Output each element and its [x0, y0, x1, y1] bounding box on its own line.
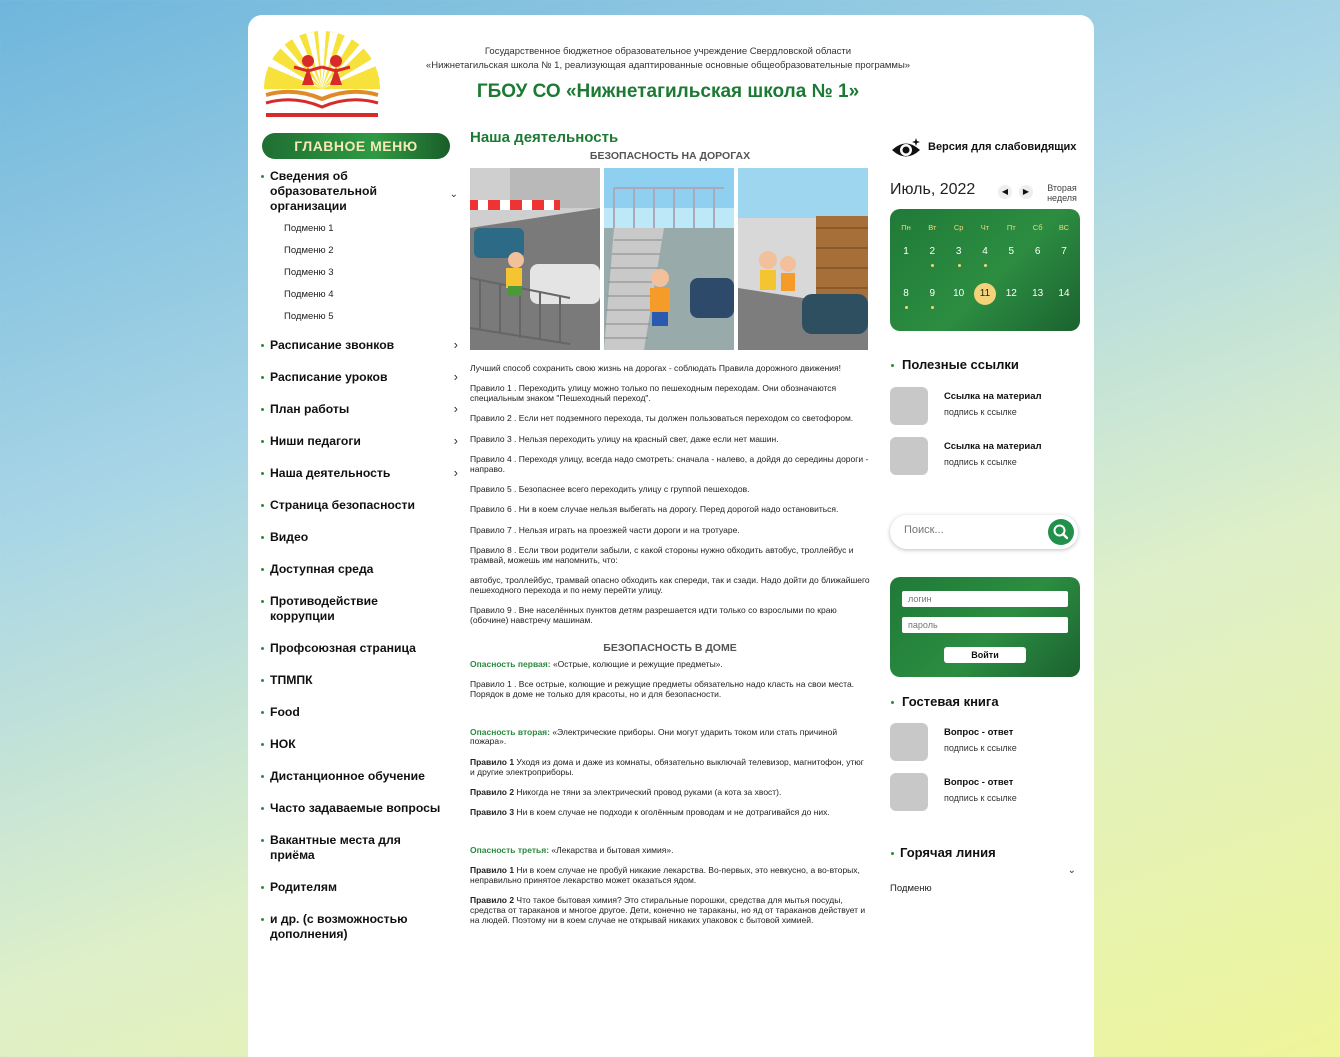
chevron-right-icon: › [453, 433, 458, 448]
safety-rule: Правило 1 Ни в коем случае не пробуй никакие лекарства. Во-первых, это невкусно, а во-вторых, неправильно принятое лекарство может оказаться ядом. [470, 865, 860, 886]
link-thumbnail [890, 387, 928, 425]
useful-link-2[interactable]: Ссылка на материал подпись к ссылке [890, 437, 1080, 475]
calendar-weekday: Сб [1032, 223, 1043, 232]
menu-item[interactable]: Доступная среда [260, 562, 456, 577]
visually-impaired-link[interactable]: Версия для слабовидящих [890, 135, 1080, 161]
calendar-day[interactable]: 2 [920, 241, 944, 263]
submenu-item[interactable]: Подменю 3 [284, 267, 334, 278]
road-rule: Правило 6 . Ни в коем случае нельзя выбегать на дорогу. Перед дорогой надо остановиться. [470, 504, 839, 515]
road-rule: Правило 4 . Переходя улицу, всегда надо смотреть: сначала - налево, а дойдя до середины дороги - направо. [470, 453, 869, 474]
menu-item[interactable]: и др. (с возможностью дополнения) [260, 912, 456, 942]
danger-1-rule-1: Правило 1 . Все острые, колющие и режущие предметы обязательно надо класть на свои места. Порядок в доме не только для красоты, но и для безопасности. [470, 679, 855, 699]
calendar-day[interactable]: 7 [1061, 246, 1067, 257]
road-rule: Правило 7 . Нельзя играть на проезжей части дороги и на тротуаре. [470, 524, 740, 535]
calendar-day[interactable]: 14 [1058, 288, 1070, 299]
content-area [470, 129, 870, 926]
calendar-week-label: Вторая неделя [1047, 183, 1077, 203]
useful-link-1[interactable]: Ссылка на материал подпись к ссылке [890, 387, 1080, 425]
submenu-item[interactable]: Подменю 5 [284, 311, 334, 322]
road-rules-text [470, 364, 870, 626]
eye-icon [890, 135, 922, 161]
calendar-weekday: Пн [901, 223, 911, 232]
safety-rule: Правило 1 Уходя из дома и даже из комнаты, обязательно выключай телевизор, магнитофон, утюг и другие электроприборы. [470, 756, 864, 777]
menu-item[interactable]: План работы › [260, 402, 456, 417]
chevron-right-icon: › [453, 369, 458, 384]
menu-item[interactable]: Food [260, 705, 456, 720]
menu-item[interactable]: Расписание звонков › [260, 338, 456, 353]
hotline-heading[interactable]: Горячая линия [890, 845, 996, 860]
calendar-day[interactable]: 10 [953, 288, 965, 299]
calendar-day[interactable]: 11 [974, 283, 996, 305]
chevron-right-icon: › [453, 401, 458, 416]
danger-2: Опасность вторая: «Электрические приборы. Они могут ударить током или стать причиной пожара». [470, 726, 838, 747]
search-button[interactable] [1048, 519, 1074, 545]
submenu-item[interactable]: Подменю 4 [284, 289, 334, 300]
danger-1: Опасность первая: «Острые, колющие и режущие предметы». [470, 658, 723, 669]
calendar-day[interactable]: 6 [1034, 246, 1041, 257]
calendar-weekday: Вт [928, 223, 937, 232]
road-safety-images [470, 168, 870, 350]
menu-item[interactable]: Родителям [260, 880, 456, 895]
link-thumbnail [890, 723, 928, 761]
content-title: Наша деятельность [470, 129, 619, 146]
calendar-weekday: Ср [953, 223, 964, 232]
chevron-down-icon[interactable]: ⌄ [1067, 865, 1076, 876]
password-input[interactable] [902, 617, 1068, 633]
calendar-next-button[interactable]: ▶ [1019, 185, 1033, 199]
chevron-right-icon: › [453, 465, 458, 480]
school-logo[interactable] [262, 27, 382, 131]
calendar-day[interactable]: 5 [1008, 246, 1015, 257]
menu-item[interactable]: Часто задаваемые вопросы [260, 801, 456, 816]
search-input[interactable] [904, 524, 1034, 536]
calendar [890, 209, 1080, 331]
road-rule: автобус, троллейбус, трамвай опасно обходить как спереди, так и сзади. Надо дойти до ближайшего пешеходного перехода и по нему перейти улицу. [470, 575, 870, 595]
link-thumbnail [890, 773, 928, 811]
page-container [248, 15, 1094, 1057]
menu-item[interactable]: Дистанционное обучение [260, 769, 456, 784]
calendar-day[interactable]: 1 [903, 246, 909, 257]
menu-item[interactable]: Профсоюзная страница [260, 641, 456, 656]
calendar-day[interactable]: 13 [1032, 288, 1044, 299]
road-rule: Лучший способ сохранить свою жизнь на дорогах - соблюдать Правила дорожного движения! [470, 363, 842, 373]
road-rule: Правило 1 . Переходить улицу можно только по пешеходным переходам. Они обозначаются специальным знаком "Пешеходный переход". [470, 383, 837, 404]
menu-item[interactable]: ТПМПК [260, 673, 456, 688]
login-form [890, 577, 1080, 677]
calendar-day[interactable]: 4 [973, 241, 997, 263]
road-image-1 [470, 168, 600, 350]
section-heading-home: БЕЗОПАСНОСТЬ В ДОМЕ [603, 641, 737, 654]
login-input[interactable] [902, 591, 1068, 607]
danger-3: Опасность третья: «Лекарства и бытовая химия». [470, 844, 674, 855]
calendar-row-1 [894, 241, 1076, 263]
chevron-down-icon: ⌄ [449, 189, 458, 200]
calendar-day[interactable]: 12 [1005, 288, 1017, 299]
submenu-item[interactable]: Подменю 1 [284, 223, 334, 234]
safety-rule: Правило 2 Никогда не тяни за электрический провод руками (а кота за хвост). [470, 786, 782, 797]
submenu-item[interactable]: Подменю 2 [284, 245, 334, 256]
road-rule: Правило 8 . Если твои родители забыли, с какой стороны нужно обходить автобус, троллейбус и трамвай, можешь им напомнить, что: [470, 544, 854, 565]
page-title: ГБОУ СО «Нижнетагильская школа № 1» [476, 81, 860, 102]
calendar-prev-button[interactable]: ◀ [998, 185, 1012, 199]
calendar-day[interactable]: 9 [920, 283, 944, 305]
road-rule: Правило 9 . Вне населённых пунктов детям разрешается идти только со взрослыми по краю (обочине) навстречу машинам. [470, 605, 837, 625]
menu-item[interactable]: Ниши педагоги › [260, 434, 456, 449]
calendar-row-2 [894, 283, 1076, 305]
menu-item[interactable]: Расписание уроков › [260, 370, 456, 385]
road-rule: Правило 5 . Безопаснее всего переходить улицу с группой пешеходов. [470, 484, 750, 495]
menu-item[interactable]: Видео [260, 530, 456, 545]
calendar-month: Июль, 2022 [890, 181, 976, 198]
calendar-day[interactable]: 3 [947, 241, 971, 263]
calendar-weekdays [894, 223, 1076, 232]
safety-rule: Правило 2 Что такое бытовая химия? Это стиральные порошки, средства для мытья посуды, средства от тараканов и многое другое. Дети, конечно не тараканы, но яд от тараканов действует и на людей. Поэтому ни в коем случае не открывай никаких упаковок с бытовой химией. [470, 895, 866, 925]
road-rule: Правило 3 . Нельзя переходить улицу на красный свет, даже если нет машин. [470, 433, 779, 444]
danger-2-rules [470, 758, 870, 818]
menu-items-list [260, 338, 456, 942]
calendar-weekday: Пт [1006, 223, 1016, 232]
main-menu-button[interactable]: ГЛАВНОЕ МЕНЮ [262, 133, 450, 159]
menu-item[interactable]: Противодействие коррупции [260, 594, 456, 624]
main-menu [260, 169, 456, 959]
menu-item-org-info[interactable]: Сведения об образовательной организации ⌄ [260, 169, 456, 214]
section-heading-road: БЕЗОПАСНОСТЬ НА ДОРОГАХ [589, 150, 751, 162]
menu-item[interactable]: Страница безопасности [260, 498, 456, 513]
menu-item[interactable]: Вакантные места для приёма [260, 833, 456, 863]
header-subtitle: Государственное бюджетное образовательное учреждение Свердловской области «Нижнетагильская школа № 1, реализующая адаптированные основные общеобразовательные программы» [425, 46, 911, 71]
guestbook-item-2[interactable]: Вопрос - ответ подпись к ссылке [890, 773, 1080, 811]
login-button[interactable]: Войти [944, 647, 1026, 663]
menu-item[interactable]: Наша деятельность › [260, 466, 456, 481]
chevron-right-icon: › [453, 337, 458, 352]
road-rule: Правило 2 . Если нет подземного перехода, ты должен пользоваться переходом со светофором. [470, 413, 854, 424]
link-thumbnail [890, 437, 928, 475]
submenu-list [260, 218, 456, 328]
useful-links-heading: Полезные ссылки [890, 357, 1019, 372]
calendar-weekday: ВС [1058, 223, 1070, 232]
calendar-weekday: Чт [980, 223, 990, 232]
search-icon [1048, 519, 1074, 545]
calendar-day[interactable]: 8 [894, 283, 918, 305]
menu-item[interactable]: НОК [260, 737, 456, 752]
road-image-2 [604, 168, 734, 350]
guestbook-item-1[interactable]: Вопрос - ответ подпись к ссылке [890, 723, 1080, 761]
guestbook-heading: Гостевая книга [890, 694, 999, 709]
road-image-3 [738, 168, 868, 350]
safety-rule: Правило 3 Ни в коем случае не подходи к оголённым проводам и не дотрагивайся до них. [470, 807, 830, 818]
hotline-submenu[interactable]: Подменю [890, 883, 932, 894]
danger-3-rules [470, 866, 870, 925]
search-box [890, 515, 1078, 549]
